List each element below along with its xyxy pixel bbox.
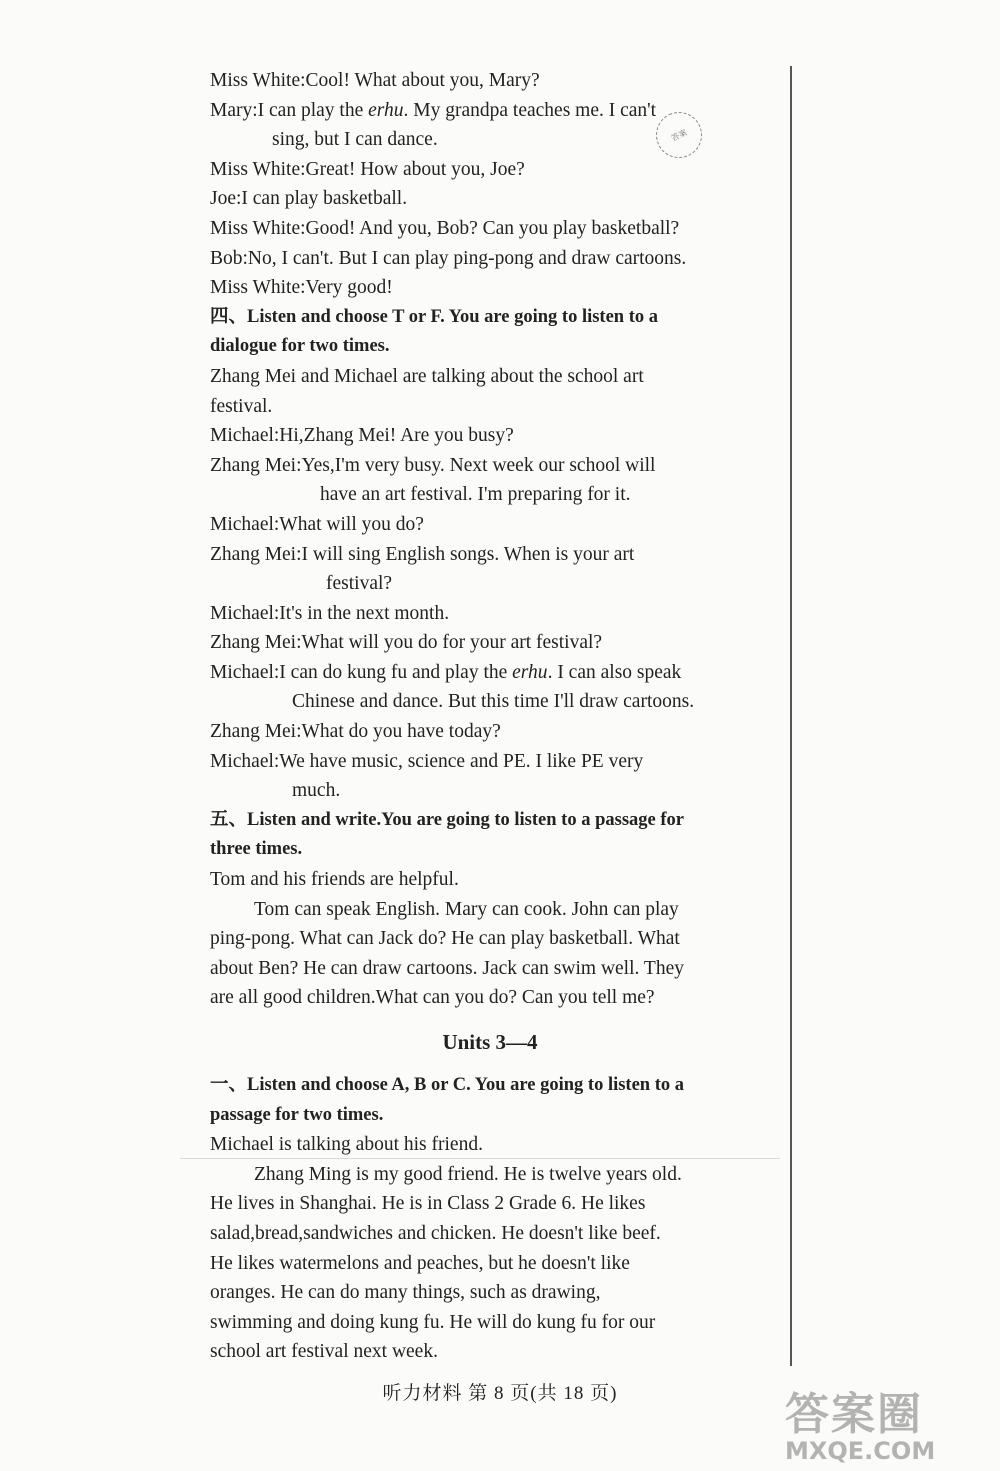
dialogue-line: Miss White:Great! How about you, Joe? xyxy=(210,158,525,180)
passage-line: salad,bread,sandwiches and chicken. He doesn't like beef. xyxy=(210,1222,661,1244)
page-content xyxy=(210,66,770,1367)
section-heading: dialogue for two times. xyxy=(210,336,390,357)
dialogue-line: Bob:No, I can't. But I can play ping-pong and draw cartoons. xyxy=(210,247,687,269)
dialogue-line: Michael:It's in the next month. xyxy=(210,602,450,624)
column-rule xyxy=(790,66,792,1366)
watermark-url: MXQE.COM xyxy=(785,1437,936,1465)
dialogue-line: Zhang Mei:Yes,I'm very busy. Next week our school will xyxy=(210,454,656,476)
passage-line: school art festival next week. xyxy=(210,1341,438,1363)
dialogue-line: Miss White:Good! And you, Bob? Can you play basketball? xyxy=(210,217,680,239)
dialogue-line: Zhang Mei:I will sing English songs. When is your art xyxy=(210,543,635,565)
section-heading: 一、Listen and choose A, B or C. You are going to listen to a xyxy=(210,1075,685,1095)
dialogue-line: Zhang Mei:What will you do for your art festival? xyxy=(210,632,603,654)
watermark-logo-text: 答案圈 xyxy=(785,1389,923,1440)
passage-line: oranges. He can do many things, such as drawing, xyxy=(210,1282,601,1304)
intro-line: Zhang Mei and Michael are talking about the school art xyxy=(210,365,644,387)
dialogue-line: Miss White:Very good! xyxy=(210,277,393,299)
page-footer: 听力材料 第 8 页(共 18 页) xyxy=(382,1383,618,1404)
section-heading: 四、Listen and choose T or F. You are going to listen to a xyxy=(210,306,658,327)
intro-line: Michael is talking about his friend. xyxy=(210,1134,483,1156)
passage-line: ping-pong. What can Jack do? He can play basketball. What xyxy=(210,928,680,950)
passage-line: Tom can speak English. Mary can cook. John can play xyxy=(254,898,679,920)
dialogue-line: much. xyxy=(292,780,341,802)
dialogue-line: festival? xyxy=(326,573,393,595)
dialogue-line: Mary:I can play the erhu. My grandpa teaches me. I can't xyxy=(210,99,657,121)
dialogue-line: Chinese and dance. But this time I'll draw cartoons. xyxy=(292,691,695,713)
passage-line: about Ben? He can draw cartoons. Jack can swim well. They xyxy=(210,957,684,979)
section-heading: 五、Listen and write.You are going to listen to a passage for xyxy=(210,809,684,830)
dialogue-line: Michael:We have music, science and PE. I like PE very xyxy=(210,750,644,772)
dialogue-line: Michael:Hi,Zhang Mei! Are you busy? xyxy=(210,425,514,447)
dialogue-line: have an art festival. I'm preparing for it. xyxy=(320,484,631,506)
section-heading: passage for two times. xyxy=(210,1104,384,1125)
section-heading: three times. xyxy=(210,839,303,860)
passage-line: He likes watermelons and peaches, but he doesn't like xyxy=(210,1252,630,1274)
stamp-seal: 答案 xyxy=(648,104,709,165)
site-watermark xyxy=(785,1389,995,1467)
passage-line: are all good children.What can you do? Can you tell me? xyxy=(210,987,655,1009)
passage-line: He lives in Shanghai. He is in Class 2 Grade 6. He likes xyxy=(210,1193,646,1215)
dialogue-line: Zhang Mei:What do you have today? xyxy=(210,721,501,743)
dialogue-line: Michael:What will you do? xyxy=(210,513,424,535)
dialogue-line: Joe:I can play basketball. xyxy=(210,188,408,210)
intro-line: festival. xyxy=(210,395,273,417)
passage-line: Zhang Ming is my good friend. He is twelve years old. xyxy=(254,1163,682,1185)
units-title: Units 3—4 xyxy=(442,1030,538,1054)
passage-title: Tom and his friends are helpful. xyxy=(210,869,459,891)
dialogue-line: Michael:I can do kung fu and play the erhu. I can also speak xyxy=(210,661,682,683)
passage-line: swimming and doing kung fu. He will do kung fu for our xyxy=(210,1311,656,1333)
dialogue-line: Miss White:Cool! What about you, Mary? xyxy=(210,70,540,91)
dialogue-line: sing, but I can dance. xyxy=(272,129,438,151)
